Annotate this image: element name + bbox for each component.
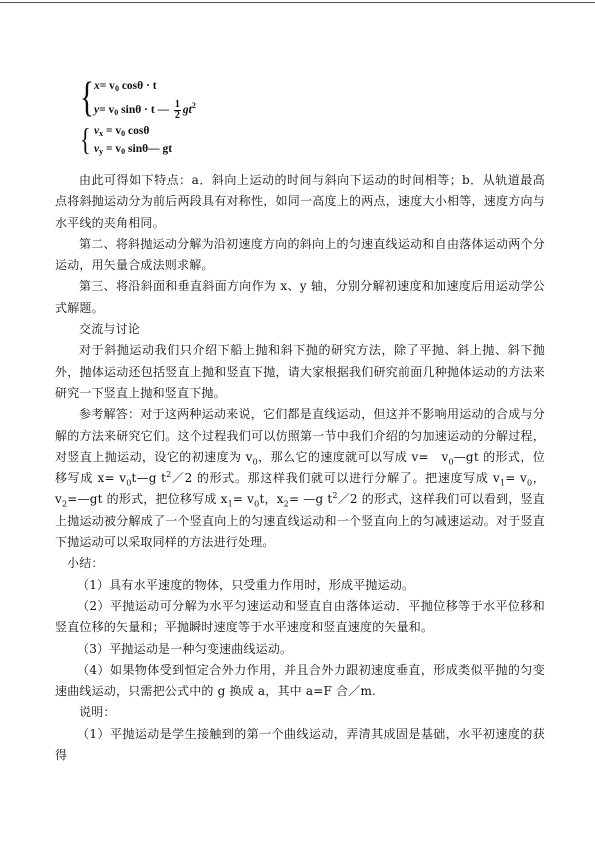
- paragraph-discussion: 对于斜抛运动我们只介绍下船上抛和斜下抛的研究方法，除了平抛、斜上抛、斜下抛外，抛体运动还包括竖直上抛和竖直下抛，请大家根据我们研究前面几种抛体运动的方法来研究一下竖直上抛和竖直下抛。: [55, 343, 545, 400]
- equation-x: $x= v_0$ cosθ · t: [94, 80, 157, 93]
- equation-y: $y= v_0$ sinθ · t — $\frac{1}{2}$ $gt^2$: [94, 99, 196, 121]
- summary-item-3: （3）平抛运动是一种匀变速曲线运动。: [77, 641, 293, 656]
- summary-item-2: （2）平抛运动可分解为水平匀速运动和竖直自由落体运动．平抛位移等于水平位移和竖直位移的矢量和；平抛瞬时速度等于水平速度和竖直速度的矢量和。: [55, 598, 545, 635]
- paragraph-features: 由此可得如下特点：a．斜向上运动的时间与斜向下运动的时间相等；b．从轨道最高点将斜抛运动分为前后两段具有对称性，如同一高度上的两点，速度大小相等，速度方向与水平线的夹角相同。: [55, 173, 545, 230]
- paragraph-reference-answer: 参考解答：对于这两种运动来说，它们都是直线运动，但这并不影响用运动的合成与分解的方法来研究它们。这个过程我们可以仿照第一节中我们介绍的匀加速运动的分解过程，对竖直上抛运动，设它的初速度为 $v_0$，那么它的速度就可以写成 v= $v_0—gt$ 的形式，位移写成 $x= v_0t—g$ $t^2/2$ 的形式。那这样我们就可以进行分解了。把速度写成 $v_1= v_0$，$v_2=—gt$ 的形式，把位移写成 $x_1= v_0t$，$x_2=$ —g $t^2/2$ 的形式，这样我们可以看到，竖直上抛运动被分解成了一个竖直向上的匀速直线运动和一个竖直向上的匀减速运动。对于竖直下抛运动可以采取同样的方法进行处理。: [55, 407, 546, 550]
- heading-notes: 说明：: [79, 705, 116, 720]
- fraction-half: $\frac{1}{2}$: [174, 99, 180, 121]
- equation-vy: $v_y = v_0$ sinθ— gt: [94, 143, 173, 156]
- left-brace: {: [80, 75, 95, 121]
- summary-item-1: （1）具有水平速度的物体，只受重力作用时，形成平抛运动。: [77, 577, 415, 592]
- equation-vx: $v_x = v_0$ cosθ: [94, 125, 150, 138]
- heading-summary: 小结：: [67, 556, 104, 571]
- summary-item-4: （4）如果物体受到恒定合外力作用，并且合外力跟初速度垂直，形成类似平抛的匀变速曲线运动，只需把公式中的 g 换成 a，其中 a=F 合／m.: [55, 662, 545, 699]
- paragraph-method-two: 第二、将斜抛运动分解为沿初速度方向的斜向上的匀速直线运动和自由落体运动两个分运动，用矢量合成法则求解。: [55, 236, 545, 273]
- note-item-1: （1）平抛运动是学生接触到的第一个曲线运动，弄清其成固是基础，水平初速度的获得: [55, 726, 545, 763]
- heading-discussion: 交流与讨论: [79, 322, 141, 337]
- document-body: [55, 170, 545, 766]
- paragraph-method-three: 第三、将沿斜面和垂直斜面方向作为 x、y 轴，分别分解初速度和加速度后用运动学公式解题。: [55, 279, 545, 315]
- left-brace: {: [80, 121, 91, 157]
- page-top-rule: [0, 2, 595, 3]
